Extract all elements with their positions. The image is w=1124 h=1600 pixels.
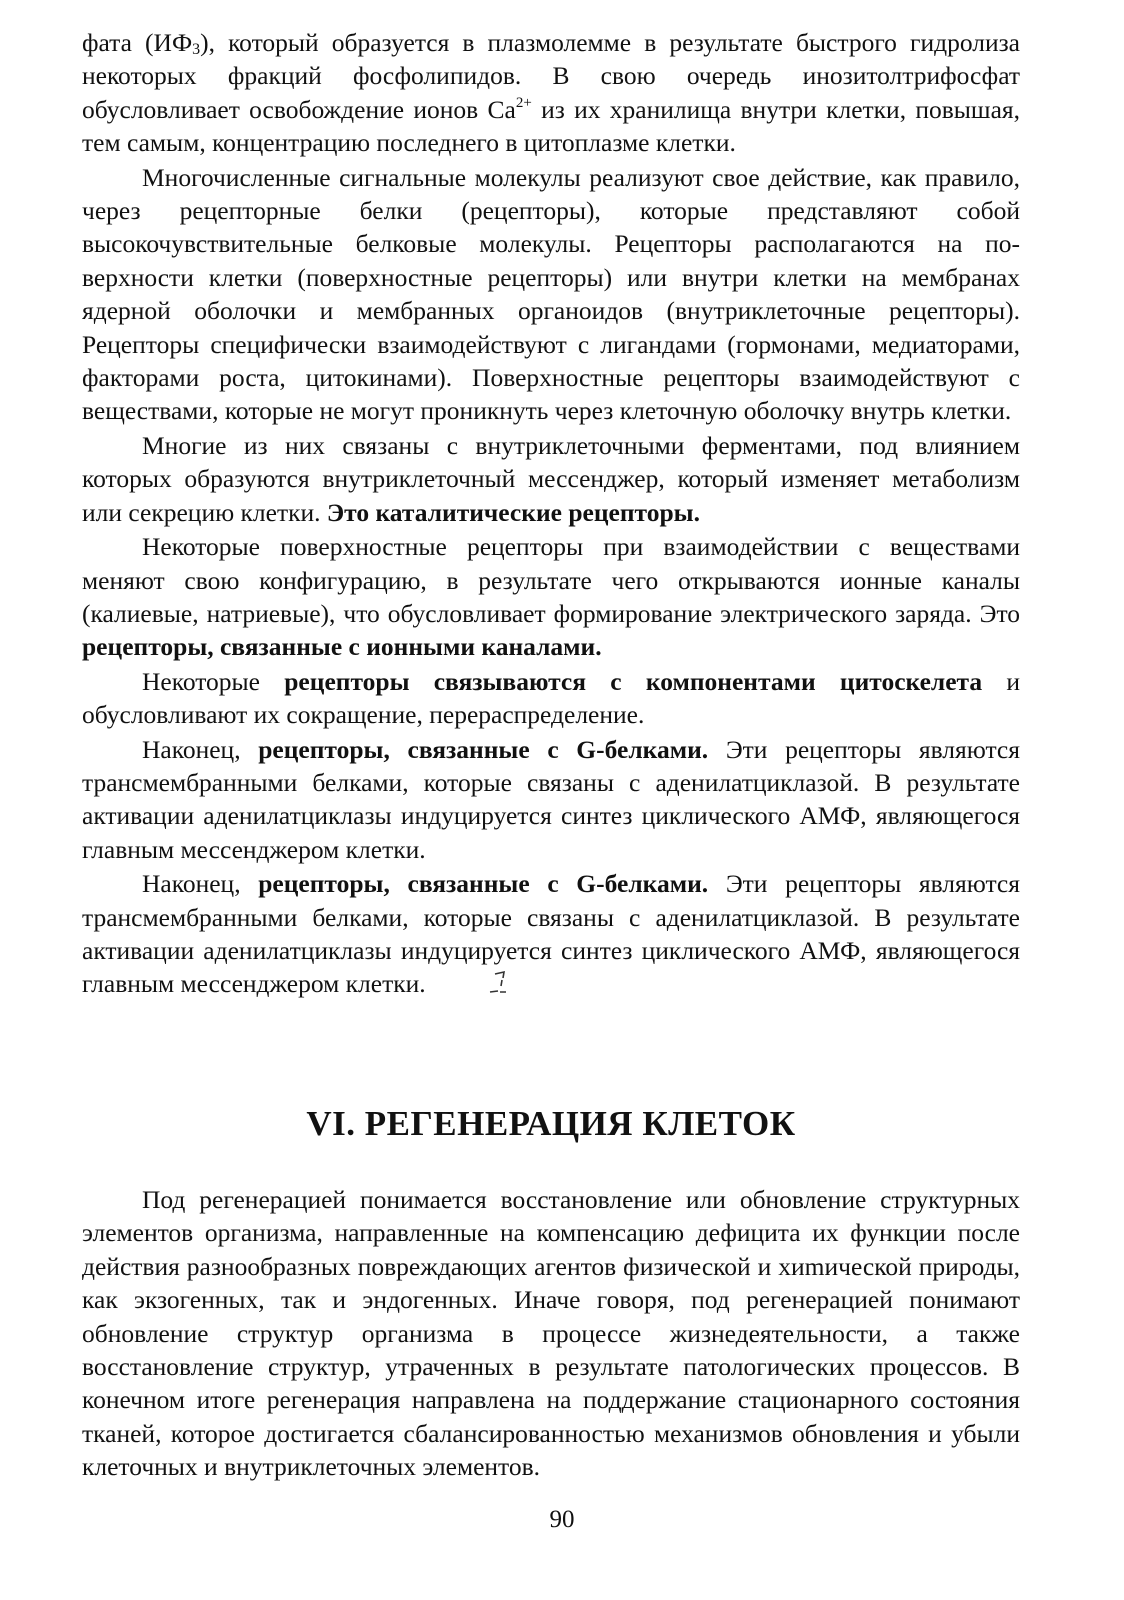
paragraph-cytoskeleton-receptors: Некоторые рецепторы связываются с компонентами цитоскелета и обусловливают их сокращение, перераспределение.: [82, 666, 1020, 730]
paragraph-receptors-intro: Многочисленные сигнальные молекулы реализуют свое действие, как правило, через рецепторные белки (рецепторы), которые представляют собой высокочувствительные белковые молекулы. Рецепторы располагаются на поверхности клетки (поверхностные рецепторы) или внутри клетки на мембранах ядерной оболочки и мембранных органоидов (внутриклеточные рецепторы). Рецепторы специфически взаимодействуют с лигандами (гормонами, медиаторами, факторами роста, цитокинами). Поверхностные рецепторы взаимодействуют с веществами, которые не могут проникнуть через клеточную оболочку внутрь клетки.: [82, 162, 1020, 426]
term-catalytic-receptors: Это каталитические рецепторы.: [326, 497, 700, 527]
paragraph-g-protein-receptors-repeat: Наконец, рецепторы, связанные с G-белками. Эти рецепторы являются трансмембранными белками, которые связаны с аденилатциклазой. В результате активации аденилатциклазы индуцируется синтез циклического АМФ, являющегося главным мессенджером клетки.: [82, 869, 1020, 999]
paragraph-catalytic-receptors: Многие из них связаны с внутриклеточными ферментами, под влиянием которых образуются внутриклеточный мессенджер, который изменяет метаболизм или секрецию клетки. Это каталитические рецепторы.: [82, 430, 1020, 527]
top-text-section: [82, 26, 1020, 1001]
scan-artifact-mark-icon: [426, 970, 448, 996]
paragraph-regeneration-definition: Под регенерацией понимается восстановление или обновление структурных элементов организма, направленные на компенсацию дефицита их функции после действия разнообразных повреждающих агентов физической и хиmической природы, как экзогенных, так и эндогенных. Иначе говоря, под регенерацией понимают обновление структур организма в процессе жизнедеятельности, а также восстановление структур, утраченных в результате патологических процессов. В конечном итоге регенерация направлена на поддержание стационарного состояния тканей, которое достигается сбалансированностью механизмов обновления и убыли клеточных и внутриклеточных элементов.: [82, 1185, 1020, 1482]
paragraph-g-protein-receptors: Наконец, рецепторы, связанные с G-белками. Эти рецепторы являются трансмембранными белками, которые связаны с аденилатциклазой. В результате активации аденилатциклазы индуцируется синтез циклического АМФ, являющегося главным мессенджером клетки.: [82, 734, 1020, 864]
paragraph-ion-channel-receptors: Некоторые поверхностные рецепторы при взаимодействии с веществами меняют свою конфигурацию, в результате чего открываются ионные каналы (калиевые, натриевые), что обусловливает формирование электрического заряда. Это рецепторы, связанные с ионными каналами.: [82, 532, 1020, 662]
paragraph-if3-continuation: фата $(ИФ_3)$, который образуется в плазмолемме в результате быстрого гидролиза некоторых фракций фосфолипидов. В свою очередь инозитолтрифосфат обусловливает освобождение ионов $Ca^{2+}$ из их хранилища внутри клетки, повышая, тем самым, концентрацию последнего в цитоплазме клетки.: [82, 28, 1020, 158]
bottom-text-section: [82, 1183, 1020, 1484]
section-heading: VI. РЕГЕНЕРАЦИЯ КЛЕТОК: [306, 1104, 796, 1143]
term-g-protein-receptors-repeat: рецепторы, связанные с G-белками.: [258, 869, 709, 899]
term-cytoskeleton-receptors: рецепторы связываются с компонентами цитоскелета: [284, 666, 983, 696]
term-ion-channel-receptors: рецепторы, связанные с ионными каналами.: [82, 632, 602, 662]
term-g-protein-receptors: рецепторы, связанные с G-белками.: [258, 734, 709, 764]
page-number: 90: [549, 1506, 575, 1533]
